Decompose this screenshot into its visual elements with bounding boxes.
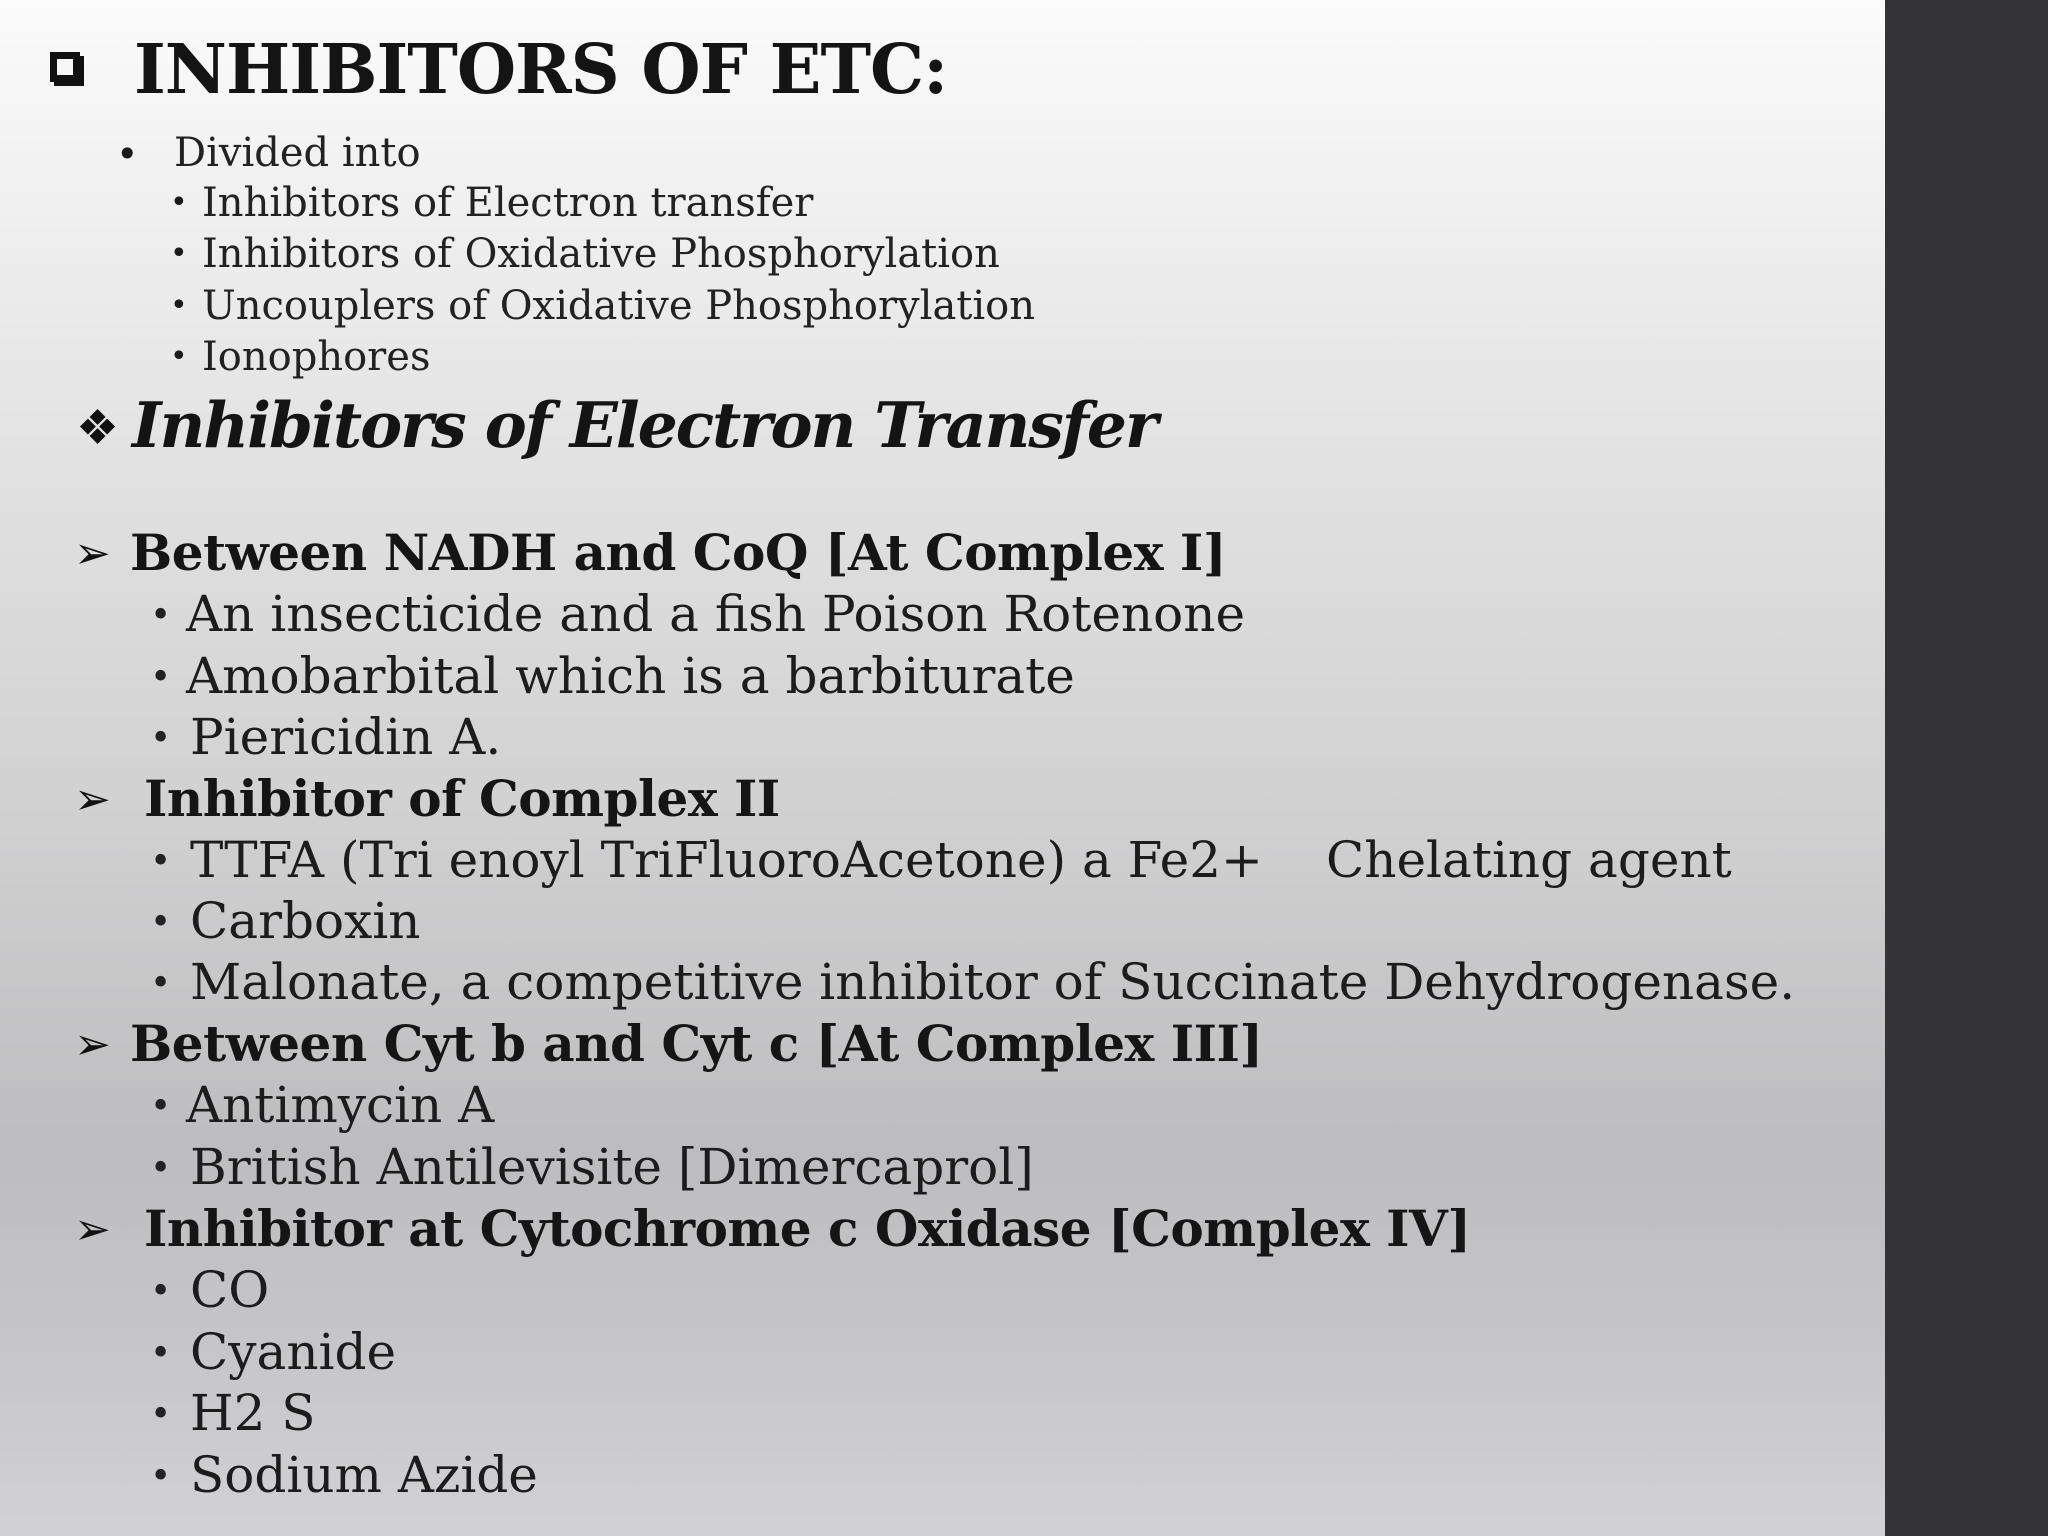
diamond-bullet-icon: ❖	[76, 400, 120, 456]
bullet-icon: •	[150, 718, 172, 759]
group-item: TTFA (Tri enoyl TriFluoroAcetone) a Fe2+	[190, 831, 1263, 889]
arrow-bullet-icon: ➢	[74, 774, 111, 825]
bullet-icon: •	[116, 132, 139, 176]
intro-item: Ionophores	[202, 334, 431, 380]
group-item: Sodium Azide	[190, 1446, 538, 1504]
group-item: Antimycin A	[186, 1076, 495, 1134]
group-item: Piericidin A.	[190, 708, 502, 766]
group-heading: Between Cyt b and Cyt c [At Complex III]	[130, 1014, 1263, 1073]
arrow-bullet-icon: ➢	[74, 1204, 111, 1255]
bullet-icon: •	[150, 1086, 172, 1127]
intro-item: Inhibitors of Electron transfer	[202, 180, 814, 226]
dark-side-panel	[1885, 0, 2048, 1536]
bullet-icon: •	[150, 1148, 172, 1189]
intro-label: Divided into	[174, 130, 421, 176]
group-item: Malonate, a competitive inhibitor of Succinate Dehydrogenase.	[190, 953, 1796, 1011]
bullet-icon: •	[150, 902, 172, 943]
group-heading: Between NADH and CoQ [At Complex I]	[130, 523, 1226, 582]
sub-bullet-icon: •	[170, 185, 188, 220]
sub-bullet-icon: •	[170, 288, 188, 323]
slide-title: INHIBITORS OF ETC:	[134, 30, 948, 110]
bullet-icon: •	[150, 963, 172, 1004]
intro-item: Inhibitors of Oxidative Phosphorylation	[202, 231, 1000, 277]
intro-item: Uncouplers of Oxidative Phosphorylation	[202, 283, 1036, 329]
group-item: Cyanide	[190, 1323, 397, 1381]
arrow-bullet-icon: ➢	[74, 1019, 111, 1070]
group-item-suffix: Chelating agent	[1326, 831, 1732, 889]
checkbox-bullet-icon	[50, 52, 80, 82]
group-item: Carboxin	[190, 892, 421, 950]
bullet-icon: •	[150, 1333, 172, 1374]
group-item: CO	[190, 1261, 270, 1319]
arrow-bullet-icon: ➢	[74, 528, 111, 579]
group-heading: Inhibitor at Cytochrome c Oxidase [Complex IV]	[144, 1199, 1471, 1258]
sub-bullet-icon: •	[170, 236, 188, 271]
bullet-icon: •	[150, 595, 172, 636]
group-item: An insecticide and a fish Poison Rotenone	[186, 585, 1246, 643]
section-title: Inhibitors of Electron Transfer	[132, 388, 1157, 462]
bullet-icon: •	[150, 1394, 172, 1435]
bullet-icon: •	[150, 1271, 172, 1312]
group-item: Amobarbital which is a barbiturate	[186, 647, 1075, 705]
group-heading: Inhibitor of Complex II	[144, 769, 780, 828]
bullet-icon: •	[150, 1456, 172, 1497]
group-item: H2 S	[190, 1384, 316, 1442]
sub-bullet-icon: •	[170, 339, 188, 374]
bullet-icon: •	[150, 841, 172, 882]
group-item: British Antilevisite [Dimercaprol]	[190, 1138, 1034, 1196]
bullet-icon: •	[150, 657, 172, 698]
